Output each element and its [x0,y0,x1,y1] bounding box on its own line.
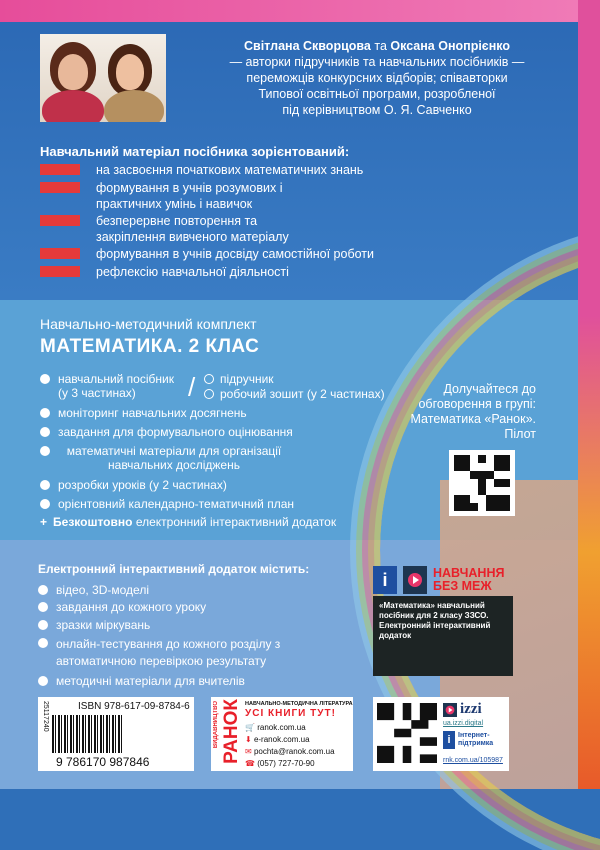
aim-text: безперервне повторення та закріплення вивченого матеріалу [96,214,289,244]
kit-item [40,497,294,511]
aims-heading: Навчальний матеріал посібника зорієнтований: [40,144,350,159]
info-icon: i [373,566,397,594]
support-label: Інтернет-підтримка [458,732,494,747]
app-screenshot: «Математика» навчальний посібник для 2 класу ЗЗСО. Електронний інтерактивний додаток [373,596,513,676]
right-edge-strip [578,0,600,789]
red-bullet [40,215,80,226]
bullet [40,427,50,437]
electronic-item [38,674,245,688]
izzi-logo: izzi [460,701,482,717]
shop-link[interactable] [245,722,335,734]
play-icon [403,566,427,594]
phone-icon: ☎ [245,759,255,768]
kit-item [40,406,247,420]
electronic-item [38,583,149,597]
plus: + [40,515,48,529]
bullet [204,374,214,384]
kit-item [204,372,274,386]
barcode [52,715,122,753]
ranok-header: НАВЧАЛЬНО-МЕТОДИЧНА ЛІТЕРАТУРА [245,701,353,707]
authors-photo [40,34,166,122]
kit-text: завдання для формувального оцінювання [58,425,293,439]
kit-text: орієнтовний календарно-тематичний план [58,497,294,511]
bullet [38,602,48,612]
cart-icon: 🛒 [245,723,255,732]
conj: та [374,39,387,53]
bio-line: — авторки підручників та навчальних посібників — [229,55,525,69]
red-bullet [40,266,80,277]
bullet [38,620,48,630]
kit-text: розробки уроків (у 2 частинах) [58,478,227,492]
qr-code-support[interactable] [377,703,437,768]
kit-item [40,425,293,439]
aim-text: на засвоєння початкових математичних знань [96,163,364,177]
support-link[interactable]: rnk.com.ua/105987 [443,757,503,764]
kit-item [40,372,186,400]
item-text: методичні матеріали для вчителів [56,674,245,688]
kit-item [40,478,227,492]
ranok-publisher-block [211,697,353,771]
qr-code-group[interactable] [449,450,515,516]
author-name: Оксана Онопрієнко [390,39,510,53]
electronic-item [38,618,150,632]
email-link[interactable] [245,746,335,758]
aim-item [40,264,289,280]
aim-item [40,246,374,262]
kit-subtitle: Навчально-методичний комплект [40,316,257,332]
kit-item [40,444,290,472]
phone [245,758,335,770]
slash: / [188,372,196,402]
electronic-item [38,600,206,614]
kit-free [40,515,336,529]
red-bullet [40,182,80,193]
ranok-slogan: УСІ КНИГИ ТУТ! [245,708,336,719]
author-name: Світлана Скворцова [244,39,371,53]
red-bullet [40,164,80,175]
item-text: відео, 3D-моделі [56,583,149,597]
publisher-logo: РАНОК [221,699,242,764]
bullet [40,446,50,456]
isbn-barcode [38,697,194,771]
kit-item [204,387,385,401]
kit-text: підручник [220,372,274,386]
nbm-logo [373,563,543,597]
authors-bio [172,38,582,118]
bullet [40,408,50,418]
izzi-url[interactable]: ua.izzi.digital [443,720,484,727]
bio-line: під керівництвом О. Я. Савченко [282,103,472,117]
kit-title: МАТЕМАТИКА. 2 КЛАС [40,336,260,357]
link-text[interactable]: ranok.com.ua [257,723,306,732]
bullet [40,480,50,490]
electronic-item [38,636,308,670]
pink-top-strip [0,0,600,22]
isbn-text: ISBN 978-617-09-8784-6 [78,701,190,712]
aim-item [40,180,330,212]
kit-text: навчальний посібник (у 3 частинах) [58,372,174,400]
nbm-line: БЕЗ МЕЖ [433,579,492,593]
bullet [40,499,50,509]
item-text: завдання до кожного уроку [56,600,207,614]
barcode-side-number: 25117240 [42,701,49,732]
bullet [40,374,50,384]
bullet [38,676,48,686]
free-label: Безкоштовно [53,515,133,529]
bullet [38,585,48,595]
eshop-link[interactable] [245,734,335,746]
bullet [38,638,48,648]
barcode-digits: 9 786170 987846 [56,755,150,769]
aim-item [40,162,363,178]
phone-text: (057) 727-70-90 [257,759,315,768]
item-text: зразки міркувань [56,618,151,632]
publisher-small: ВИДАВНИЦТВО [213,701,219,749]
izzi-block [373,697,509,771]
link-text[interactable]: e-ranok.com.ua [253,735,310,744]
bio-line: переможців конкурсних відборів; співавторки [246,71,508,85]
kit-text: моніторинг навчальних досягнень [58,406,247,420]
electronic-heading: Електронний інтерактивний додаток містить: [38,562,310,576]
aim-text: формування в учнів розумових і практичних умінь і навичок [96,181,283,211]
link-text[interactable]: pochta@ranok.com.ua [253,747,335,756]
aim-text: рефлексію навчальної діяльності [96,265,289,279]
bullet [204,389,214,399]
kit-text: математичні матеріали для організації навчальних досліджень [66,444,282,472]
aim-text: формування в учнів досвіду самостійної роботи [96,247,375,261]
aim-item [40,213,330,245]
red-bullet [40,248,80,259]
item-text: онлайн-тестування до кожного розділу з автоматичною перевіркою результату [56,637,281,668]
play-icon [443,703,457,717]
kit-text: електронний інтерактивний додаток [135,515,337,529]
join-group-text: Долучайтеся до обговорення в групі: Математика «Ранок». Пілот [410,382,536,441]
kit-text: робочий зошит (у 2 частинах) [220,387,385,401]
bio-line: Типової освітньої програми, розробленої [258,87,496,101]
nbm-line: НАВЧАННЯ [433,566,505,580]
download-icon: ⬇ [245,735,252,744]
mail-icon: ✉ [245,747,252,756]
info-icon: i [443,731,455,749]
